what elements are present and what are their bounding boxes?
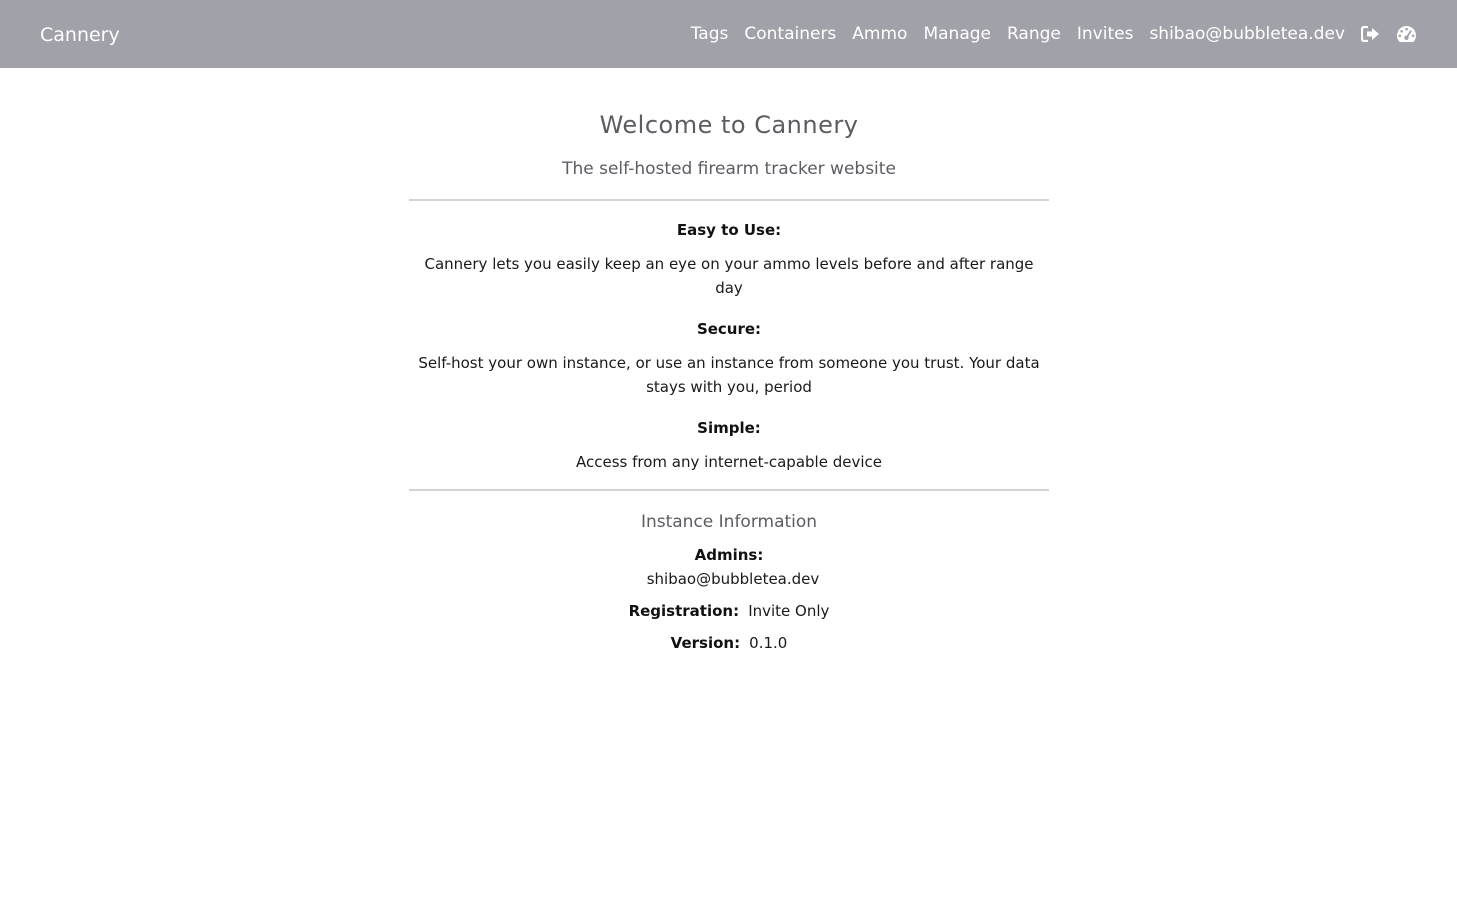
version-value: 0.1.0 xyxy=(749,634,788,652)
nav-link-invites[interactable]: Invites xyxy=(1076,24,1134,44)
instance-info-heading: Instance Information xyxy=(640,512,818,532)
feature-term-secure: Secure: xyxy=(696,320,762,338)
nav-link-ammo[interactable]: Ammo xyxy=(852,24,908,44)
nav-links xyxy=(675,24,1417,44)
nav-link-manage[interactable]: Manage xyxy=(923,24,991,44)
nav-link-containers[interactable]: Containers xyxy=(744,24,837,44)
version-row xyxy=(409,633,1049,653)
top-navbar xyxy=(0,0,1457,68)
admins-label: Admins: xyxy=(694,546,764,564)
nav-link-user-settings[interactable]: shibao@bubbletea.dev xyxy=(1149,24,1345,44)
nav-link-range[interactable]: Range xyxy=(1006,24,1061,44)
registration-value: Invite Only xyxy=(748,602,830,620)
section-divider xyxy=(409,199,1049,201)
feature-desc-secure: Self-host your own instance, or use an instance from someone you trust. Your data stays with you, period xyxy=(418,354,1040,396)
page-title: Welcome to Cannery xyxy=(599,111,859,139)
registration-row xyxy=(409,601,1049,621)
registration-label: Registration: xyxy=(628,602,740,620)
feature-term-simple: Simple: xyxy=(697,419,761,437)
version-label: Version: xyxy=(670,634,741,652)
dashboard-icon[interactable] xyxy=(1396,25,1417,43)
page-subtitle: The self-hosted firearm tracker website xyxy=(562,159,896,179)
brand-link[interactable]: Cannery xyxy=(40,23,120,46)
admin-email-link[interactable]: shibao@bubbletea.dev xyxy=(646,570,820,588)
feature-term-easy-to-use: Easy to Use: xyxy=(676,221,782,239)
home-content xyxy=(409,68,1049,653)
nav-link-tags[interactable]: Tags xyxy=(690,24,729,44)
feature-desc-simple: Access from any internet-capable device xyxy=(576,453,882,471)
sign-out-icon[interactable] xyxy=(1361,26,1380,42)
section-divider xyxy=(409,489,1049,491)
feature-desc-easy-to-use: Cannery lets you easily keep an eye on your ammo levels before and after range day xyxy=(424,255,1034,297)
